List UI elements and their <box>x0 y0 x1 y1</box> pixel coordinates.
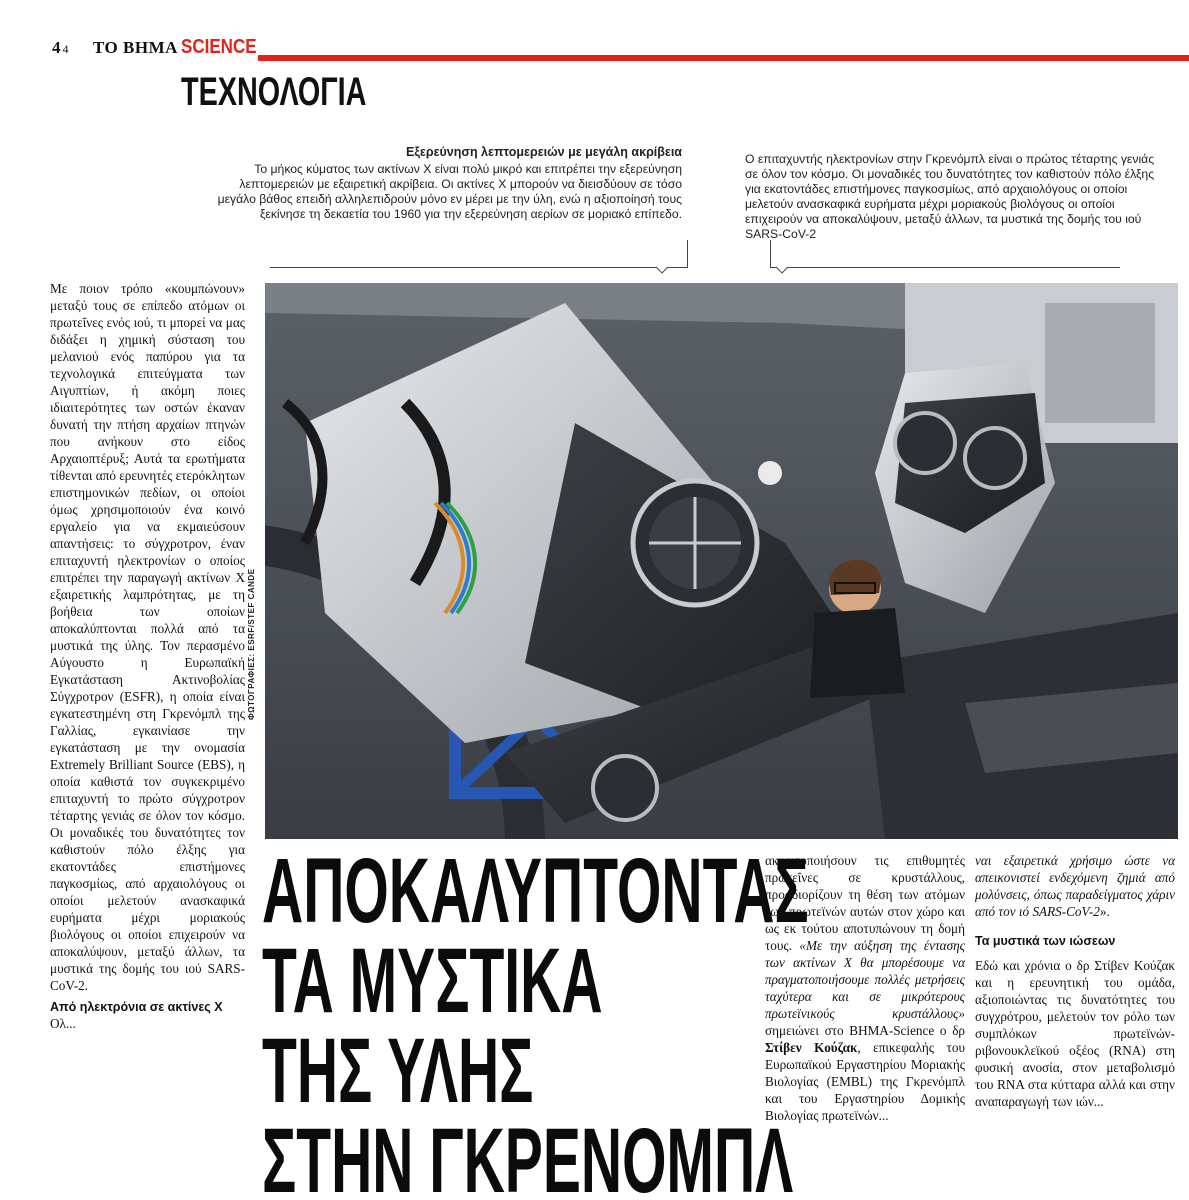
article-column-right <box>975 852 1175 1110</box>
synchrotron-illustration <box>265 283 1178 839</box>
body-text: σημειώνει στο ΒΗΜΑ-Science ο δρ <box>765 1023 965 1038</box>
synchrotron-photo <box>265 283 1178 839</box>
section-tag: SCIENCE <box>181 36 257 58</box>
page-number: 4 4 <box>52 38 69 57</box>
body-text: Με ποιον τρόπο «κουμπώνουν» μεταξύ τους σε επίπεδο ατόμων οι πρωτεΐνες ενός ιού, τι μπορεί να μας διδάξει η χημική σύσταση του μελανιού ενός παπύρου για τα τεχνολογικά επιτεύγματα των Αιγυπτίων, ή ακόμη ποιες ιδιαιτερότητες των οστών έκαναν δυνατή την πτήση αρχαίων πτηνών που ανήκουν στο είδος Αρχαιοπτέρυξ; Αυτά τα ερωτήματα τίθενται από ερευνητές ετερόκλητων επιστημονικών πεδίων, οι οποίοι όμως χρησιμοποιούν ένα κοινό εργαλείο για να εκμαιεύσουν απαντήσεις: το σύγχροτρον, έναν επιταχυντή ηλεκτρονίων ο οποίος επιτρέπει την παραγωγή ακτίνων Χ εξαιρετικής λαμπρότητας, με τη βοήθεια των οποίων αποκαλύπτονται πολλά από τα μυστικά της ύλης. Τον περασμένο Αύγουστο η Ευρωπαϊκή Εγκατάσταση Ακτινοβολίας Σύγχροτρον (ESFR), η οποία είναι εγκατεστημένη στη Γκρενόμπλ της Γαλλίας, εγκαινίασε την εγκατάσταση με την ονομασία Extremely Brilliant Source (EBS), η οποία καθιστά τον συγκεκριμένο επιταχυντή το πρώτο σύγχροτρον τέταρτης γενιάς σε όλον τον κόσμο. Οι μοναδικές του δυνατότητες τον καθιστούν πόλο έλξης για εκατοντάδες επιστήμονες παγκοσμίως, από αρχαιολόγους οι οποίοι μελετούν ανασκαφικά ευρήματα μέχρι μοριακούς βιολόγους οι οποίοι επιχειρούν να αποκαλύψουν, μεταξύ άλλων, τα μυστικά της δομής του ιού SARS-CoV-2. <box>50 281 245 993</box>
caption-text-right: Ο επιταχυντής ηλεκτρονίων στην Γκρενόμπλ είναι ο πρώτος τέταρτης γενιάς σε όλον τον κόσμο. Οι μοναδικές του δυνατότητες τον καθιστούν πόλο έλξης για εκατοντάδες επιστήμονες παγκοσμίως, από αρχαιολόγους οι οποίοι μελετούν ανασκαφικά ευρήματα μέχρι μοριακούς βιολόγους οι οποίοι επιχειρούν να αποκαλύψουν, μεταξύ άλλων, τα μυστικά της δομής του ιού SARS-CoV-2 <box>745 152 1155 241</box>
photo-credit: ΦΩΤΟΓΡΑΦΙΕΣ: ESRF/STEF CANDE <box>247 568 256 720</box>
body-text: ακινητοποιήσουν τις επιθυμητές πρωτεΐνες σε κρυστάλλους, προσδιορίζουν τη θέση των ατόμων των πρωτεϊνών αυτών στον χώρο και ως εκ τούτου αποτυπώνουν τη δομή τους. <box>765 853 965 953</box>
section-kicker: ΤΕΧΝΟΛΟΓΙΑ <box>181 70 367 114</box>
caption-title: Εξερεύνηση λεπτομερειών με μεγάλη ακρίβεια <box>406 145 682 159</box>
headline-line-2: ΤΑ ΜΥΣΤΙΚΑ <box>262 930 603 1032</box>
paper-name: ΤΟ ΒΗΜΑ <box>93 38 178 57</box>
article-column-middle <box>765 852 965 1124</box>
subheading: Από ηλεκτρόνια σε ακτίνες Χ <box>50 1000 223 1014</box>
caption-bracket-right <box>770 240 1120 268</box>
body-text: , επικεφαλής του Ευρωπαϊκού Εργαστηρίου Μοριακής Βιολογίας (EMBL) της Γκρενόμπλ και του Εργαστηρίου Δομικής Βιολογίας πρωτεϊνών... <box>765 1040 965 1123</box>
article-headline <box>262 840 809 1200</box>
headline-line-1: ΑΠΟΚΑΛΥΠΤΟΝΤΑΣ <box>262 840 809 942</box>
caption-bracket-left <box>270 240 688 268</box>
caption-text: Το μήκος κύματος των ακτίνων Χ είναι πολύ μικρό και επιτρέπει την εξερεύνηση λεπτομερειών με εξαιρετική ακρίβεια. Οι ακτίνες Χ μπορούν να διεισδύουν σε τόσο μεγάλο βάθος επειδή αλληλεπιδρούν μόνο εν μέρει με την ύλη, ενώ η αξιοποίησή τους ξεκίνησε τη δεκαετία του 1960 για την εξερεύνηση αερίων σε μοριακό επίπεδο. <box>217 162 682 221</box>
pull-quote: «Με την αύξηση της έντασης των ακτίνων Χ θα μπορέσουμε να πραγματοποιήσουμε πολλές μετρήσεις ταχύτερα και σε μικρότερους πρωτεϊνικούς κρυστάλλους» <box>765 938 965 1021</box>
article-column-left <box>50 280 245 1032</box>
person-name: Στίβεν Κούζακ <box>765 1040 858 1055</box>
body-text: Εδώ και χρόνια ο δρ Στίβεν Κούζακ και η ερευνητική του ομάδα, αξιοποιώντας τις δυνατότητες του συγχρότρου, μελετούν τον ρόλο των συμπλόκων πρωτεϊνών-ριβονουκλεϊκού οξέος (RNA) στη φυσική ανοσία, στον μεταβολισμό του RNA στα κύτταρα αλλά και στην αναπαραγωγή των ιών... <box>975 958 1175 1109</box>
quote-end: ». <box>1099 904 1110 919</box>
photo-caption-right <box>745 152 1160 242</box>
photo-caption-left <box>210 145 682 222</box>
pull-quote: ναι εξαιρετικά χρήσιμο ώστε να απεικονιστεί ενδεχόμενη ζημιά από μολύνσεις, όπως παραδείγματος χάριν από τον ιό SARS-CoV-2 <box>975 853 1175 919</box>
headline-line-4: ΣΤΗΝ ΓΚΡΕΝΟΜΠΛ <box>262 1110 794 1200</box>
body-text-continuation: Ολ... <box>50 1016 76 1031</box>
headline-line-3: ΤΗΣ ΥΛΗΣ <box>262 1020 534 1122</box>
subheading: Τα μυστικά των ιώσεων <box>975 934 1116 948</box>
section-rule <box>258 55 1189 61</box>
